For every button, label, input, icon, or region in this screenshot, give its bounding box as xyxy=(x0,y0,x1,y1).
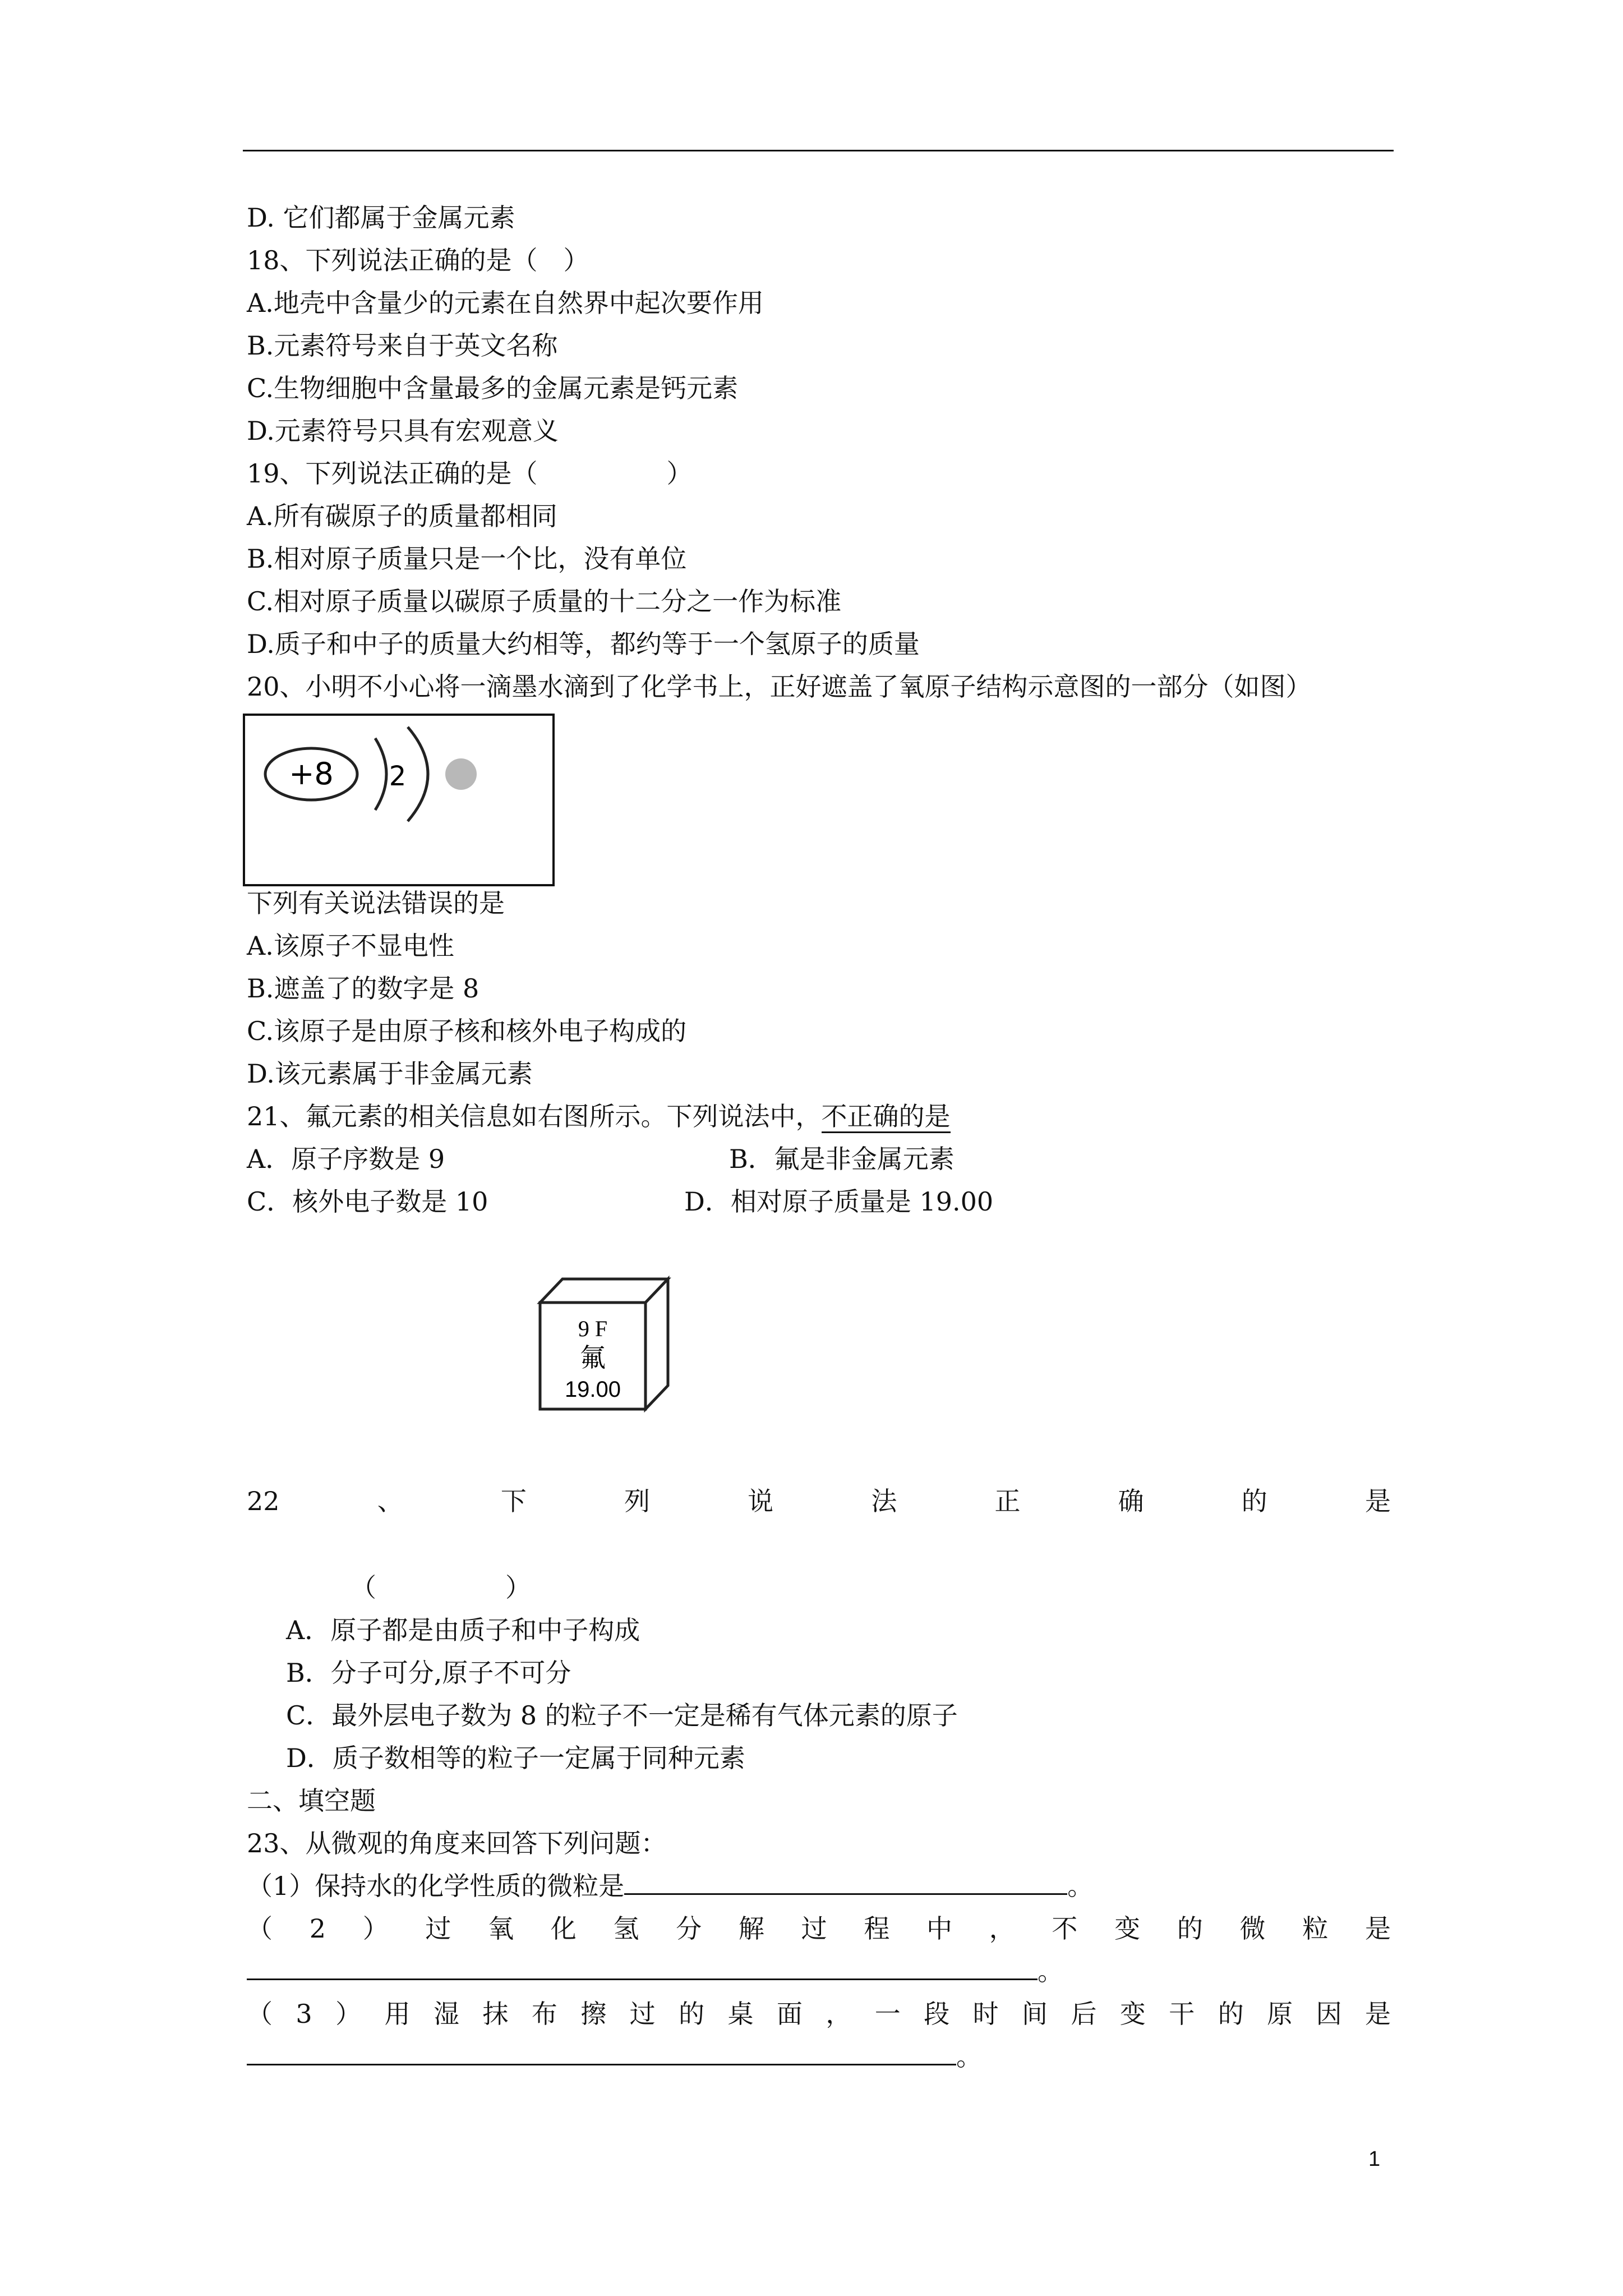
page-number: 1 xyxy=(1368,2147,1381,2171)
q23-part3-char: 后 xyxy=(1071,1999,1097,2029)
q23-part2-char: （ xyxy=(247,1913,273,1944)
q23-part3-char: 是 xyxy=(1364,1999,1391,2029)
q23-part2-char: 变 xyxy=(1114,1913,1141,1944)
q20-option-d: D.该元素属于非金属元素 xyxy=(247,1059,533,1089)
q23-part2-char: 粒 xyxy=(1302,1913,1329,1944)
q21-stem xyxy=(247,1099,951,1133)
atom-diagram-svg xyxy=(245,716,552,884)
q23-part3-char: 用 xyxy=(384,1999,411,2029)
q23-part3-char: 桌 xyxy=(727,1999,754,2029)
q18-stem: 18、下列说法正确的是（ ） xyxy=(247,245,589,275)
atom-structure-diagram xyxy=(243,714,555,886)
q23-stem: 23、从微观的角度来回答下列问题： xyxy=(247,1828,667,1858)
q23-part3-char: 布 xyxy=(531,1999,557,2029)
q19-option-c: C.相对原子质量以碳原子质量的十二分之一作为标准 xyxy=(247,586,842,616)
q23-part3-answer-blank[interactable] xyxy=(247,2040,956,2065)
q23-part2-char: ， xyxy=(989,1913,1015,1944)
element-number-symbol: 9 F xyxy=(578,1316,608,1341)
q23-part3-char: 变 xyxy=(1119,1999,1146,2029)
inner-shell-count: 2 xyxy=(389,761,407,792)
q23-part2-char: 过 xyxy=(801,1913,827,1944)
outer-shell-arc xyxy=(408,727,428,821)
q23-part2-answer-line xyxy=(247,1954,1063,1988)
q23-part2 xyxy=(247,1912,1391,1945)
q21-options-row1 xyxy=(247,1142,955,1176)
q23-part2-char: 中 xyxy=(926,1913,953,1944)
q23-part3-char: 湿 xyxy=(433,1999,459,2029)
q23-part3-char: 因 xyxy=(1316,1999,1342,2029)
q23-part3-char: 3 xyxy=(296,1999,312,2029)
q23-part2-period: 。 xyxy=(1038,1956,1063,1986)
q22-stem-char: 说 xyxy=(748,1486,774,1516)
q20-option-c: C.该原子是由原子核和核外电子构成的 xyxy=(247,1016,687,1046)
q19-stem: 19、下列说法正确的是（ ） xyxy=(247,458,693,489)
q23-part1 xyxy=(247,1869,1093,1903)
q23-part2-char: 氢 xyxy=(613,1913,639,1944)
header-rule xyxy=(243,150,1394,151)
q23-part3-char: 面 xyxy=(776,1999,803,2029)
q23-part1-text: （1）保持水的化学性质的微粒是 xyxy=(247,1871,625,1901)
q20-stem: 20、小明不小心将一滴墨水滴到了化学书上，正好遮盖了氧原子结构示意图的一部分（如图） xyxy=(247,671,1312,702)
q23-part3-char: 的 xyxy=(679,1999,705,2029)
q20-prompt: 下列有关说法错误的是 xyxy=(247,888,505,918)
element-mass: 19.00 xyxy=(564,1377,621,1402)
nucleus-charge: +8 xyxy=(289,756,334,792)
element-card-fluorine xyxy=(536,1273,681,1421)
q22-answer-paren: （ ） xyxy=(351,1572,531,1603)
q23-part3-char: 段 xyxy=(924,1999,950,2029)
q23-part3-char: 过 xyxy=(629,1999,656,2029)
q23-part2-char: 氧 xyxy=(488,1913,514,1944)
q19-option-b: B.相对原子质量只是一个比，没有单位 xyxy=(247,544,687,574)
q17-option-d: D. 它们都属于金属元素 xyxy=(247,203,515,233)
element-name: 氟 xyxy=(580,1342,606,1373)
q19-option-a: A.所有碳原子的质量都相同 xyxy=(247,501,557,531)
q22-option-a: A．原子都是由质子和中子构成 xyxy=(286,1615,640,1645)
q21-stem-main: 21、氟元素的相关信息如右图所示。下列说法中， xyxy=(247,1101,822,1131)
q19-option-d: D.质子和中子的质量大约相等，都约等于一个氢原子的质量 xyxy=(247,629,920,659)
q23-part2-char: 微 xyxy=(1239,1913,1266,1944)
q23-part2-char: 的 xyxy=(1177,1913,1203,1944)
q23-part3-char: 干 xyxy=(1169,1999,1195,2029)
q22-option-b: B．分子可分,原子不可分 xyxy=(286,1658,571,1688)
q23-part3-char: ） xyxy=(335,1999,362,2029)
q21-option-b: B．氟是非金属元素 xyxy=(729,1144,955,1174)
q23-part2-answer-blank[interactable] xyxy=(247,1955,1038,1980)
q23-part3-char: 擦 xyxy=(580,1999,607,2029)
q23-part1-period: 。 xyxy=(1067,1871,1094,1901)
q22-stem-char: 22 xyxy=(247,1486,280,1516)
q23-part3-char: ， xyxy=(826,1999,852,2029)
q22-stem-char: 的 xyxy=(1241,1486,1267,1516)
q22-stem-char: 法 xyxy=(871,1486,897,1516)
q22-stem-char: 下 xyxy=(500,1486,527,1516)
q23-part3-char: （ xyxy=(247,1999,273,2029)
q21-option-a: A．原子序数是 9 xyxy=(247,1144,445,1174)
q22-stem-char: 、 xyxy=(377,1486,403,1516)
q22-stem-char: 是 xyxy=(1364,1486,1391,1516)
q23-part2-char: 2 xyxy=(309,1913,326,1944)
q18-option-d: D.元素符号只具有宏观意义 xyxy=(247,416,559,446)
q18-option-c: C.生物细胞中含量最多的金属元素是钙元素 xyxy=(247,373,739,403)
q23-part3-period: 。 xyxy=(956,2041,982,2072)
q23-part3-char: 的 xyxy=(1218,1999,1244,2029)
q22-option-d: D．质子数相等的粒子一定属于同种元素 xyxy=(286,1743,745,1773)
element-cube-svg xyxy=(536,1273,681,1419)
q23-part3 xyxy=(247,1997,1391,2031)
q22-stem-char: 列 xyxy=(624,1486,651,1516)
cube-side xyxy=(645,1279,668,1409)
q21-option-d: D．相对原子质量是 19.00 xyxy=(684,1186,994,1217)
q21-stem-underlined: 不正确的是 xyxy=(822,1101,951,1133)
q23-part3-char: 间 xyxy=(1022,1999,1048,2029)
q22-option-c: C．最外层电子数为 8 的粒子不一定是稀有气体元素的原子 xyxy=(286,1700,958,1731)
q18-option-b: B.元素符号来自于英文名称 xyxy=(247,330,558,361)
q21-option-c: C．核外电子数是 10 xyxy=(247,1186,488,1217)
q23-part2-char: 解 xyxy=(738,1913,764,1944)
ink-blot xyxy=(445,758,477,790)
q23-part2-char: 分 xyxy=(676,1913,702,1944)
q23-part2-char: 是 xyxy=(1364,1913,1391,1944)
inner-shell-arc xyxy=(375,738,386,810)
q18-option-a: A.地壳中含量少的元素在自然界中起次要作用 xyxy=(247,288,764,318)
q23-part2-char: 过 xyxy=(425,1913,451,1944)
section-title: 二、填空题 xyxy=(247,1786,376,1816)
q20-option-a: A.该原子不显电性 xyxy=(247,931,454,961)
q20-option-b: B.遮盖了的数字是 8 xyxy=(247,973,479,1004)
q23-part2-char: 不 xyxy=(1052,1913,1078,1944)
q23-part2-char: 程 xyxy=(864,1913,890,1944)
q23-part3-answer-line xyxy=(247,2040,982,2073)
q23-part1-answer-blank[interactable] xyxy=(624,1870,1067,1895)
q23-part2-char: 化 xyxy=(550,1913,577,1944)
q22-stem-char: 正 xyxy=(994,1486,1021,1516)
q23-part3-char: 原 xyxy=(1267,1999,1293,2029)
q23-part3-char: 时 xyxy=(972,1999,999,2029)
q22-stem xyxy=(247,1484,1391,1518)
q23-part2-char: ） xyxy=(362,1913,389,1944)
q21-options-row2 xyxy=(247,1185,994,1218)
q23-part3-char: 一 xyxy=(874,1999,901,2029)
q22-stem-char: 确 xyxy=(1118,1486,1144,1516)
q23-part3-char: 抹 xyxy=(482,1999,509,2029)
